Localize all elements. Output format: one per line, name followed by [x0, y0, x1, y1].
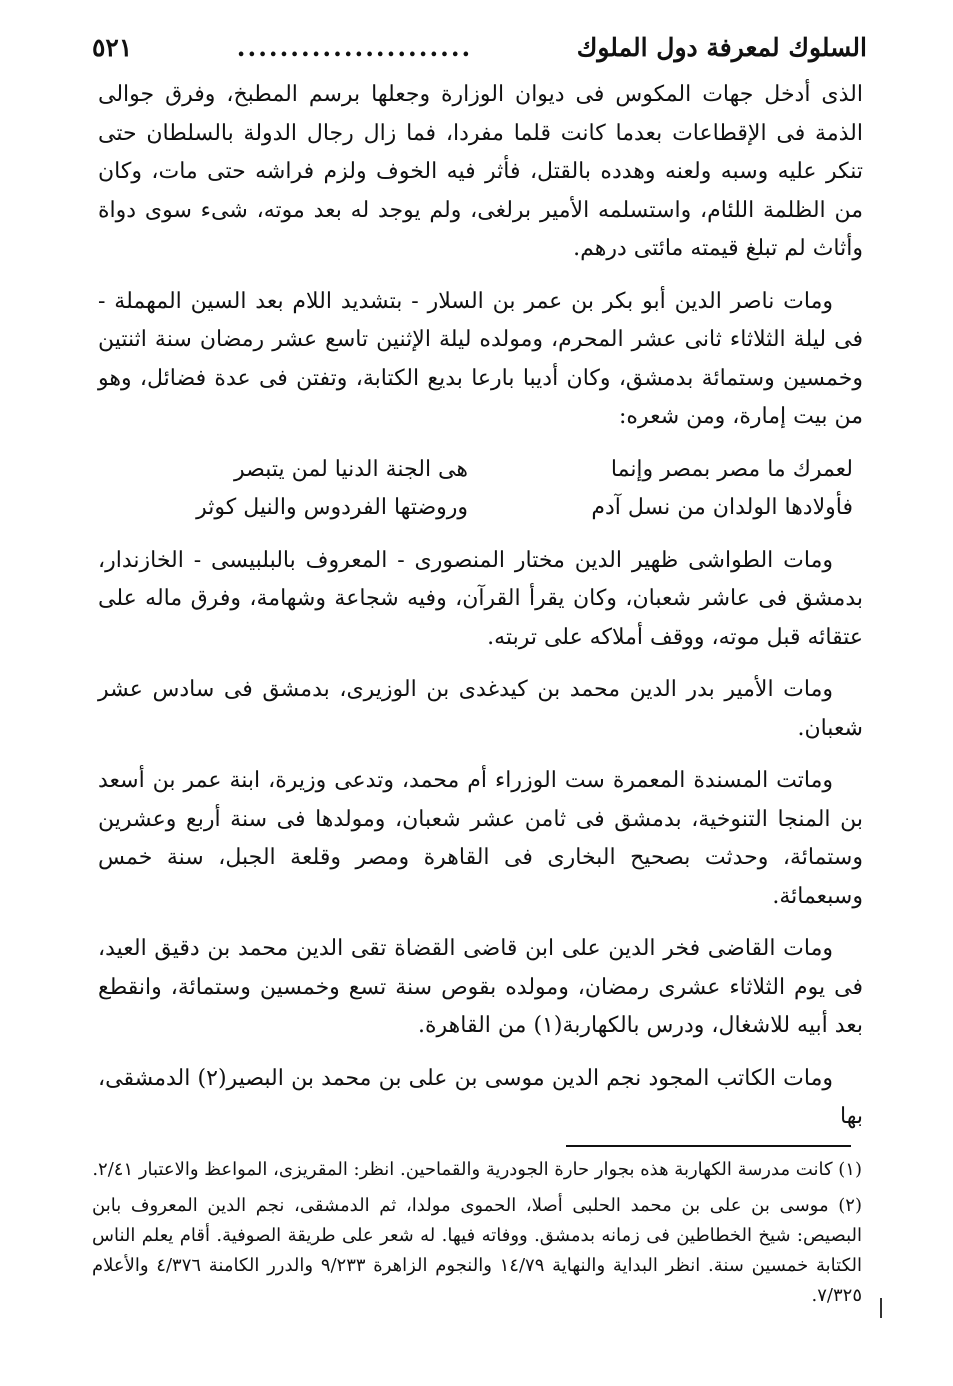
footnotes: [92, 1155, 862, 1317]
paragraph: ومات الطواشى ظهير الدين مختار المنصورى - المعروف بالبلبيسى - الخازندار، بدمشق فى عاشر شعبان، وكان يقرأ القرآن، وفيه شجاعة وشهامة، وفرق ماله على عتقائه قبل موته، ووقف أملاكه على تربته.: [98, 547, 863, 650]
verse-second-hemistich: هى الجنة الدنيا لمن يتبصر: [234, 456, 468, 482]
paragraph: وماتت المسندة المعمرة ست الوزراء أم محمد، وتدعى وزيرة، ابنة عمر بن أسعد بن المنجا التنوخية، بدمشق فى ثامن عشر شعبان، ومولدها فى سنة أربع وعشرين وستمائة، وحدثت بصحيح البخارى فى القاهرة ومصر وقلعة الجبل، سنة خمس وسبعمائة.: [98, 768, 863, 909]
footnote: (٢) موسى بن على بن محمد الحلبى أصلا، الحموى مولدا، ثم الدمشقى، نجم الدين المعروف بابن البصيص: شيخ الخطاطين فى زمانه بدمشق. ووفاته فيها. له شعر على طريقة الصوفية. أقام يعلم الناس الكتابة خمسين سنة. انظر البداية والنهاية ١٤/٧٩ والنجوم الزاهرة ٩/٢٣٣ والدرر الكامنة ٤/٣٧٦ والأعلام ٧/٣٢٥.: [92, 1195, 863, 1306]
footnote: (١) كانت مدرسة الكهاربة هذه بجوار حارة الجودرية والقماحين. انظر: المقريزى، المواعظ والاعتبار ٢/٤١.: [92, 1159, 862, 1180]
verse-first-hemistich: لعمرك ما مصر بمصر وإنما: [610, 456, 853, 482]
paragraph: ومات القاضى فخر الدين على ابن قاضى القضاة تقى الدين محمد بن دقيق العيد، فى يوم الثلاثاء عشرى رمضان، ومولده بقوص سنة تسع وخمسين وستمائة، وانقطع بعد أبيه للاشغال، ودرس بالكهاربة(١) من القاهرة.: [98, 936, 863, 1038]
paragraph: الذى أدخل جهات المكوس فى ديوان الوزارة وجعلها برسم المطبخ، وفرق جوالى الذمة فى الإقطاعات بعدما كانت قلما مفردا، فما زال رجال الدولة بالسلطان حتى تنكر عليه وسبه ولعنه وهدده بالقتل، فأثر فيه الخوف ولزم فراشه حتى مات، وكان من الظلمة اللئام، واستسلمه الأمير برلغى، ولم يوجد له بعد موته، شىء سوى دواة وأثاث لم تبلغ قيمته مائتى درهم.: [98, 82, 863, 261]
page-number: ٥٢١: [92, 33, 133, 62]
paragraph: ومات الكاتب المجود نجم الدين موسى بن على بن محمد بن البصير(٢) الدمشقى، بها: [98, 1065, 863, 1129]
poem-verse: [98, 451, 863, 490]
running-header: [92, 28, 867, 68]
poem-verse: [98, 489, 863, 528]
main-text: [98, 76, 863, 1151]
paragraph: ومات الأمير بدر الدين محمد بن كيدغدى بن الوزيرى، بدمشق فى سادس عشر شعبان.: [98, 677, 863, 741]
footnote-separator: [566, 1145, 851, 1147]
paragraph: ومات ناصر الدين أبو بكر بن عمر بن السلار - بتشديد اللام بعد السين المهملة - فى ليلة الثلاثاء ثانى عشر المحرم، ومولده ليلة الإثنين تاسع عشر رمضان سنة اثنتين وخمسين وستمائة بدمشق، وكان أديبا بارعا بديع الكتابة، وتفتن فى عدة فضائل، وهو من بيت إمارة، ومن شعره:: [98, 288, 863, 429]
book-title: السلوك لمعرفة دول الملوك: [576, 33, 867, 62]
poem: [98, 451, 863, 528]
header-leader-dots: ......................: [236, 33, 473, 62]
verse-first-hemistich: فأولادها الولدان من نسل آدم: [591, 495, 853, 520]
verse-second-hemistich: وروضتها الفردوس والنيل كوثر: [196, 495, 468, 520]
margin-mark: [880, 1298, 882, 1318]
